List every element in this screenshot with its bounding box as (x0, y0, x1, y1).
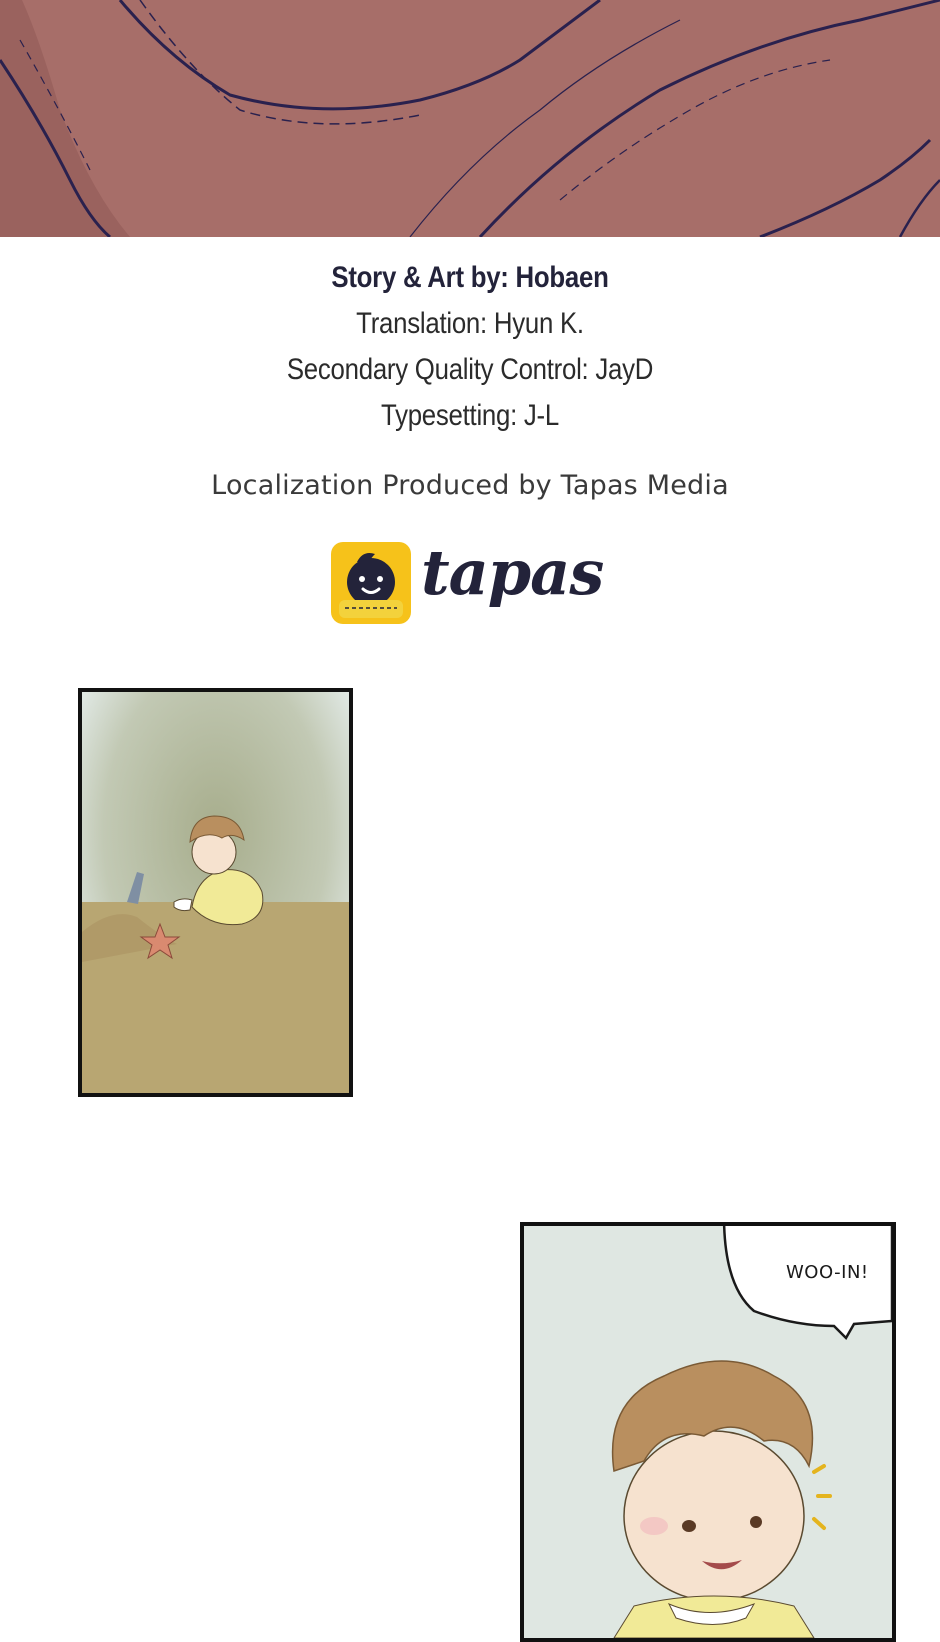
tapas-mascot-icon (331, 542, 411, 624)
credit-quality-control: Secondary Quality Control: JayD (286, 353, 654, 386)
localization-credit: Localization Produced by Tapas Media (211, 470, 729, 501)
tapas-wordmark: tapas (421, 536, 604, 609)
top-illustration (0, 0, 940, 237)
speech-bubble-text: WOO-IN! (786, 1262, 869, 1283)
credit-story-art: Story & Art by: Hobaen (331, 261, 609, 294)
comic-panel-1 (78, 688, 353, 1097)
credits-block (0, 255, 940, 439)
credit-translation: Translation: Hyun K. (356, 307, 584, 340)
credit-typesetting: Typesetting: J-L (380, 399, 559, 432)
tapas-logo (331, 536, 611, 626)
comic-panel-2 (520, 1222, 896, 1642)
